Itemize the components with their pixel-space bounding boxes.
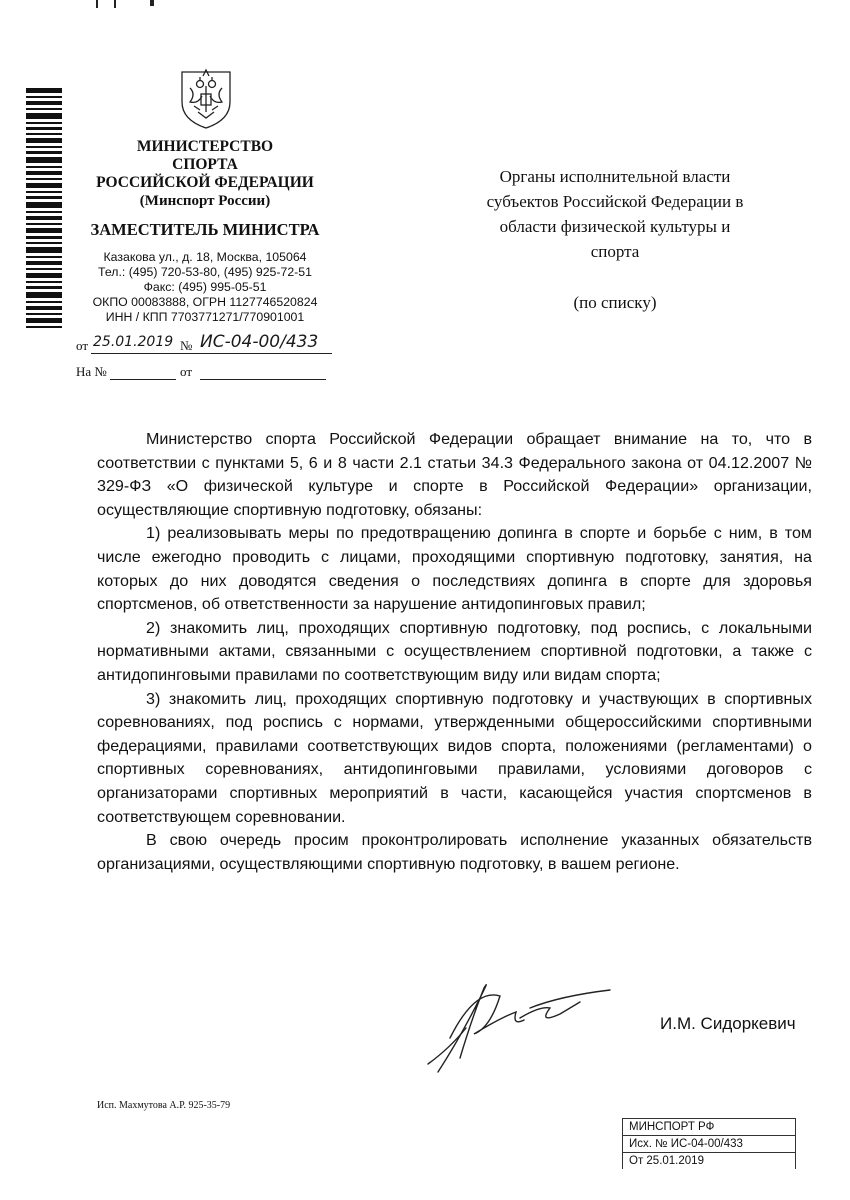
scan-artifact — [150, 0, 154, 6]
body-paragraph: Министерство спорта Российской Федерации обращает внимание на то, что в соответствии с пунктами 5, 6 и 8 части 2.1 статьи 34.3 Федерального закона от 04.12.2007 № 329-ФЗ «О физической культуре и спорте в Российской Федерации» организации, осуществляющие спортивную подготовку, обязаны: — [97, 430, 812, 519]
barcode-icon — [26, 88, 62, 328]
department-title: ЗАМЕСТИТЕЛЬ МИНИСТРА — [90, 220, 320, 239]
coat-of-arms-icon — [178, 62, 234, 130]
addressee-line: спорта — [590, 242, 640, 261]
stamp-line: Исх. № ИС-04-00/433 — [623, 1136, 795, 1153]
body-paragraph: В свою очередь просим проконтролировать исполнение указанных обязательств организациями, осуществляющими спортивную подготовку, в вашем регионе. — [97, 831, 812, 873]
body-paragraph: 2) знакомить лиц, проходящих спортивную подготовку, под роспись, с локальными нормативными актами, связанными с осуществлением спортивной подготовки, а также с антидопинговыми правилами по соответствующим виду или видам спорта; — [97, 618, 812, 684]
phone: Тел.: (495) 720-53-80, (495) 925-72-51 — [98, 265, 312, 279]
body-paragraph: 3) знакомить лиц, проходящих спортивную подготовку и участвующих в спортивных соревнованиях, под роспись с нормами, утвержденными общероссийскими спортивными федерациями, правилами соответствующих видов спорта, положениями (регламентами) о спортивных соревнованиях, антидопинговыми правилами, условиями договоров с организаторами спортивных мероприятий в части, касающейся участия спортсменов в соответствующем соревновании. — [97, 689, 812, 826]
ref-from-label: от — [180, 364, 193, 379]
org-short-name: (Минспорт России) — [139, 193, 271, 209]
ref-number-label: На № — [76, 364, 107, 379]
addressee-line: субъектов Российской Федерации в — [486, 192, 744, 211]
registration-stamp — [622, 1118, 796, 1169]
handwritten-number: ИС-04-00/433 — [200, 332, 319, 352]
addressee-block — [455, 164, 775, 315]
stamp-line: МИНСПОРТ РФ — [623, 1119, 795, 1136]
stamp-line: От 25.01.2019 — [629, 1155, 704, 1167]
underline — [91, 353, 332, 354]
ref-date-blank — [200, 379, 326, 380]
addressee-list-note: (по списку) — [573, 293, 657, 312]
reference-line — [76, 362, 332, 384]
letter-body — [97, 428, 812, 876]
org-name-line: СПОРТА — [172, 156, 238, 173]
number-label: № — [180, 338, 193, 353]
signer-name: И.М. Сидоркевич — [660, 1014, 796, 1033]
handwritten-date: 25.01.2019 — [93, 334, 174, 350]
okpo-ogrn: ОКПО 00083888, ОГРН 1127746520824 — [92, 295, 318, 309]
letterhead — [70, 138, 340, 325]
ref-number-blank — [110, 379, 176, 380]
addressee-line: Органы исполнительной власти — [499, 167, 731, 186]
addressee-line: области физической культуры и — [499, 217, 731, 236]
address: Казакова ул., д. 18, Москва, 105064 — [103, 250, 307, 264]
org-name-line: МИНИСТЕРСТВО — [136, 138, 274, 155]
outgoing-registration-line — [76, 332, 332, 358]
org-name-line: РОССИЙСКОЙ ФЕДЕРАЦИИ — [96, 174, 314, 191]
executor-note: Исп. Махмутова А.Р. 925-35-79 — [97, 1100, 231, 1111]
signature-image — [420, 968, 620, 1078]
contact-block — [70, 250, 340, 325]
body-paragraph: 1) реализовывать меры по предотвращению допинга в спорте и борьбе с ним, в том числе ежегодно проводить с лицами, проходящими спортивную подготовку, занятия, на которых до них доводятся сведения о последствиях допинга в спорте для здоровья спортсменов, об ответственности за нарушение антидопинговых правил; — [97, 524, 812, 614]
scan-artifact — [96, 0, 116, 8]
inn-kpp: ИНН / КПП 7703771271/770901001 — [105, 310, 305, 324]
from-label: от — [76, 338, 89, 353]
fax: Факс: (495) 995-05-51 — [143, 280, 267, 294]
